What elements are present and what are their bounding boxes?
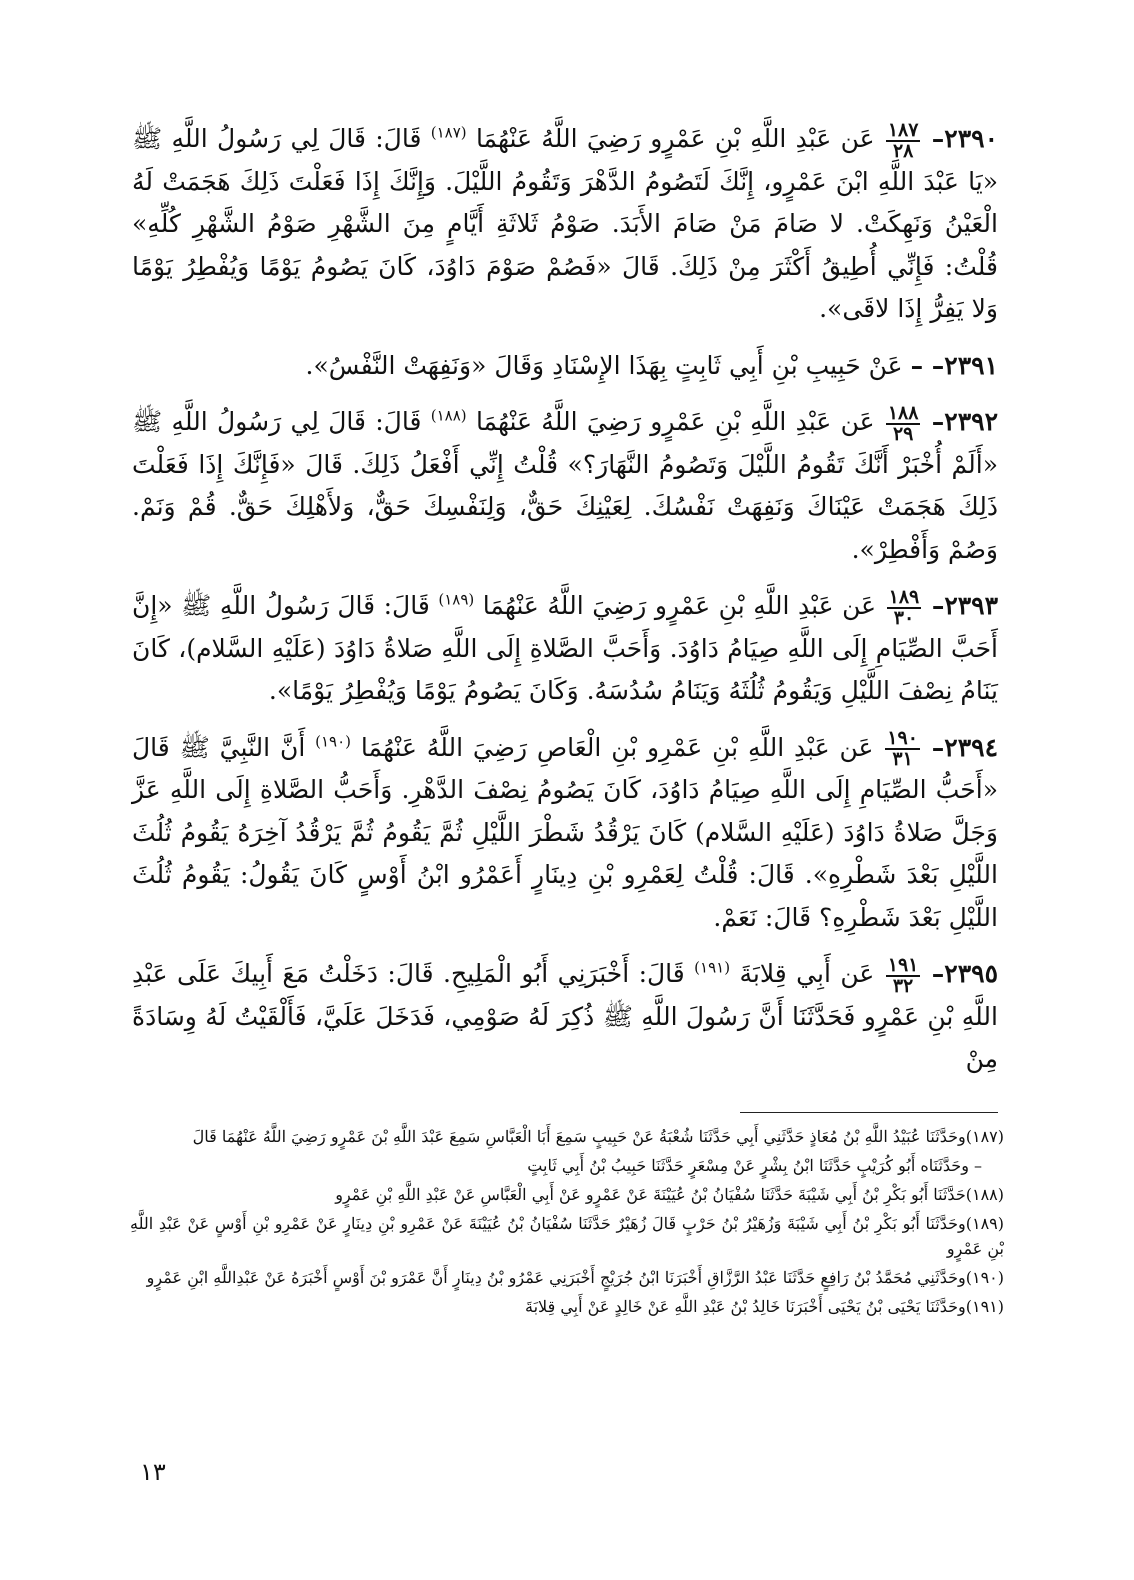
fraction-denominator: ٣١ xyxy=(892,748,913,770)
fraction-denominator: ٣٢ xyxy=(892,974,914,997)
footnote-188: (١٨٨)حَدَّثَنَا أَبُو بَكْرِ بْنُ أَبِي شَيْبَةَ حَدَّثَنَا سُفْيَانُ بْنُ عُيَيْنَةَ عَنْ عَمْرٍو عَنْ أَبِي الْعَبَّاسِ عَنْ عَبْدِ اللَّهِ بْنِ عَمْرٍو xyxy=(335,1185,1004,1204)
hadith-2393 xyxy=(132,585,998,713)
footnote-separator xyxy=(740,1112,998,1113)
hadith-2390 xyxy=(132,118,998,331)
hadith-2392 xyxy=(132,401,998,571)
hadith-number: ٢٣٩٢– xyxy=(931,407,998,436)
hadith-body: قَالَ: قَالَ لِي رَسُولُ اللَّهِ ﷺ «أَلَمْ أُخْبَرْ أَنَّكَ تَقُومُ اللَّيْلَ وَتَصُومُ النَّهَارَ؟» قُلْتُ إِنِّي أَفْعَلُ ذَلِكَ. قَالَ «فَإِنَّكَ إِذَا فَعَلْتَ ذَلِكَ هَجَمَتْ عَيْنَاكَ وَنَفِهَتْ نَفْسُكَ. لِعَيْنِكَ حَقٌّ، وَلِنَفْسِكَ حَقٌّ، وَلأَهْلِكَ حَقٌّ. قُمْ وَنَمْ. وَصُمْ وَأَفْطِرْ». xyxy=(132,407,998,564)
hadith-narrator: عَن أَبِي قِلابَةَ xyxy=(739,959,875,988)
footnote-191: (١٩١)وحَدَّثَنَا يَحْيَى بْنُ يَحْيَى أَخْبَرَنَا خَالِدُ بْنُ عَبْدِ اللَّهِ عَنْ خَالِدٍ عَنْ أَبِي قِلابَةَ xyxy=(525,1297,1004,1316)
fraction-numerator: ١٨٩ xyxy=(888,585,920,608)
hadith-number: ٢٣٩٤– xyxy=(931,732,998,762)
hadith-fraction xyxy=(886,118,921,162)
fraction-denominator: ٢٨ xyxy=(892,139,914,162)
hadith-fraction xyxy=(887,585,922,629)
footnote-189: (١٨٩)وحَدَّثَنَا أَبُو بَكْرِ بْنُ أَبِي شَيْبَةَ وَزُهَيْرُ بْنُ حَرْبٍ قَالَ زُهَيْرٌ حَدَّثَنَا سُفْيَانُ بْنُ عُيَيْنَةَ عَنْ عَمْرِو بْنِ دِينَارٍ عَنْ عَمْرِو بْنِ أَوْسٍ عَنْ عَبْدِ اللَّهِ بْنِ عَمْرٍو xyxy=(130,1214,1004,1258)
fraction-numerator: ١٩٠ xyxy=(887,727,918,749)
hadith-fraction xyxy=(886,953,921,997)
footnote-ref: (١٩٠) xyxy=(315,732,352,751)
footnote-187: (١٨٧)وحَدَّثَنَا عُبَيْدُ اللَّهِ بْنُ مُعَاذٍ حَدَّثَنِي أَبِي حَدَّثَنَا شُعْبَةُ عَنْ حَبِيبٍ سَمِعَ أَبَا الْعَبَّاسِ سَمِعَ عَبْدَ اللَّهِ بْنَ عَمْرٍو رَضِيَ اللَّهُ عَنْهُمَا قَالَ xyxy=(192,1127,1004,1146)
hadith-narrator: عَن عَبْدِ اللَّهِ بْنِ عَمْرٍو رَضِيَ اللَّهُ عَنْهُمَا xyxy=(475,124,875,153)
fraction-denominator: ٣٠ xyxy=(893,606,915,629)
hadith-2391 xyxy=(132,345,998,388)
hadith-2394 xyxy=(132,727,998,940)
fraction-denominator: ٢٩ xyxy=(892,422,914,445)
fraction-numerator: ١٨٧ xyxy=(887,118,919,141)
hadith-2395 xyxy=(132,953,998,1081)
fraction-numerator: ١٨٨ xyxy=(887,401,919,424)
footnote-ref: (١٨٧) xyxy=(430,123,467,142)
hadith-narrator: عَن عَبْدِ اللَّهِ بْنِ عَمْرٍو رَضِيَ اللَّهُ عَنْهُمَا xyxy=(482,591,877,620)
hadith-number: ٢٣٩٠– xyxy=(931,124,998,153)
footnote-ref: (١٨٨) xyxy=(430,406,467,425)
hadith-number: ٢٣٩٥– xyxy=(931,959,999,988)
hadith-fraction xyxy=(885,729,920,769)
hadith-body: قَالَ: قَالَ لِي رَسُولُ اللَّهِ ﷺ «يَا عَبْدَ اللَّهِ ابْنَ عَمْرٍو، إِنَّكَ لَتَصُومُ الدَّهْرَ وَتَقُومُ اللَّيْلَ. وَإِنَّكَ إِذَا فَعَلْتَ ذَلِكَ هَجَمَتْ لَهُ الْعَيْنُ وَنَهِكَتْ. لا صَامَ مَنْ صَامَ الأَبَدَ. صَوْمُ ثَلاثَةِ أَيَّامٍ مِنَ الشَّهْرِ صَوْمُ الشَّهْرِ كُلِّهِ» قُلْتُ: فَإِنِّي أُطِيقُ أَكْثَرَ مِنْ ذَلِكَ. قَالَ «فَصُمْ صَوْمَ دَاوُدَ، كَانَ يَصُومُ يَوْمًا وَيُفْطِرُ يَوْمًا وَلا يَفِرُّ إِذَا لاقَى». xyxy=(132,124,998,323)
footnote-187-continued: – وحَدَّثَنَاه أَبُو كُرَيْبٍ حَدَّثَنَا ابْنُ بِشْرٍ عَنْ مِسْعَرٍ حَدَّثَنَا حَبِيبُ بْنُ أَبِي ثَابِتٍ xyxy=(527,1156,982,1175)
fraction-numerator: ١٩١ xyxy=(887,953,919,976)
footnotes xyxy=(130,1124,1004,1323)
hadith-text xyxy=(132,118,998,1095)
footnote-190: (١٩٠)وحَدَّثَنِي مُحَمَّدُ بْنُ رَافِعٍ حَدَّثَنَا عَبْدُ الرَّزَّاقِ أَخْبَرَنَا ابْنُ جُرَيْجٍ أَخْبَرَنِي عَمْرُو بْنُ دِينَارٍ أَنَّ عَمْرَو بْنَ أَوْسٍ أَخْبَرَهُ عَنْ عَبْدِاللَّهِ ابْنِ عَمْرٍو xyxy=(146,1268,1004,1287)
hadith-body: أَنَّ النَّبِيَّ ﷺ قَالَ «أَحَبُّ الصِّيَامِ إِلَى اللَّهِ صِيَامُ دَاوُدَ، كَانَ يَصُومُ نِصْفَ الدَّهْرِ. وَأَحَبُّ الصَّلاةِ إِلَى اللَّهِ عَزَّ وَجَلَّ صَلاةُ دَاوُدَ (عَلَيْهِ السَّلام) كَانَ يَرْقُدُ شَطْرَ اللَّيْلِ ثُمَّ يَقُومُ ثُمَّ يَرْقُدُ آخِرَهُ يَقُومُ ثُلُثَ اللَّيْلِ بَعْدَ شَطْرِهِ». قَالَ: قُلْتُ لِعَمْرِو بْنِ دِينَارٍ أَعَمْرُو ابْنُ أَوْسٍ كَانَ يَقُولُ: يَقُومُ ثُلُثَ اللَّيْلِ بَعْدَ شَطْرِهِ؟ قَالَ: نَعَمْ. xyxy=(132,732,998,932)
hadith-body: قَالَ: قَالَ رَسُولُ اللَّهِ ﷺ «إِنَّ أَحَبَّ الصِّيَامِ إِلَى اللَّهِ صِيَامُ دَاوُدَ. وَأَحَبَّ الصَّلاةِ إِلَى اللَّهِ صَلاةُ دَاوُدَ (عَلَيْهِ السَّلام)، كَانَ يَنَامُ نِصْفَ اللَّيْلِ وَيَقُومُ ثُلُثَهُ وَيَنَامُ سُدُسَهُ. وَكَانَ يَصُومُ يَوْمًا وَيُفْطِرُ يَوْمًا». xyxy=(132,591,998,705)
hadith-fraction xyxy=(886,401,921,445)
hadith-number: ٢٣٩٣– xyxy=(931,591,999,620)
hadith-narrator: عَنْ حَبِيبِ بْنِ أَبِي ثَابِتٍ بِهَذَا الإِسْنَادِ وَقَالَ «وَنَفِهَتْ النَّفْسُ». xyxy=(305,350,903,380)
hadith-number: ٢٣٩١– – xyxy=(910,350,998,380)
hadith-body: قَالَ: أَخْبَرَنِي أَبُو الْمَلِيحِ. قَالَ: دَخَلْتُ مَعَ أَبِيكَ عَلَى عَبْدِ اللَّهِ بْنِ عَمْرٍو فَحَدَّثَنَا أَنَّ رَسُولَ اللَّهِ ﷺ ذُكِرَ لَهُ صَوْمِي، فَدَخَلَ عَلَيَّ، فَأَلْقَيْتُ لَهُ وِسَادَةً مِنْ xyxy=(132,959,998,1073)
footnote-ref: (١٩١) xyxy=(694,958,731,977)
hadith-narrator: عَن عَبْدِ اللَّهِ بْنِ عَمْرٍو رَضِيَ اللَّهُ عَنْهُمَا xyxy=(475,407,875,436)
page-number: ١٣ xyxy=(140,1458,166,1486)
footnote-ref: (١٨٩) xyxy=(438,590,475,609)
hadith-narrator: عَن عَبْدِ اللَّهِ بْنِ عَمْرِو بْنِ الْعَاصِ رَضِيَ اللَّهُ عَنْهُمَا xyxy=(360,732,874,762)
